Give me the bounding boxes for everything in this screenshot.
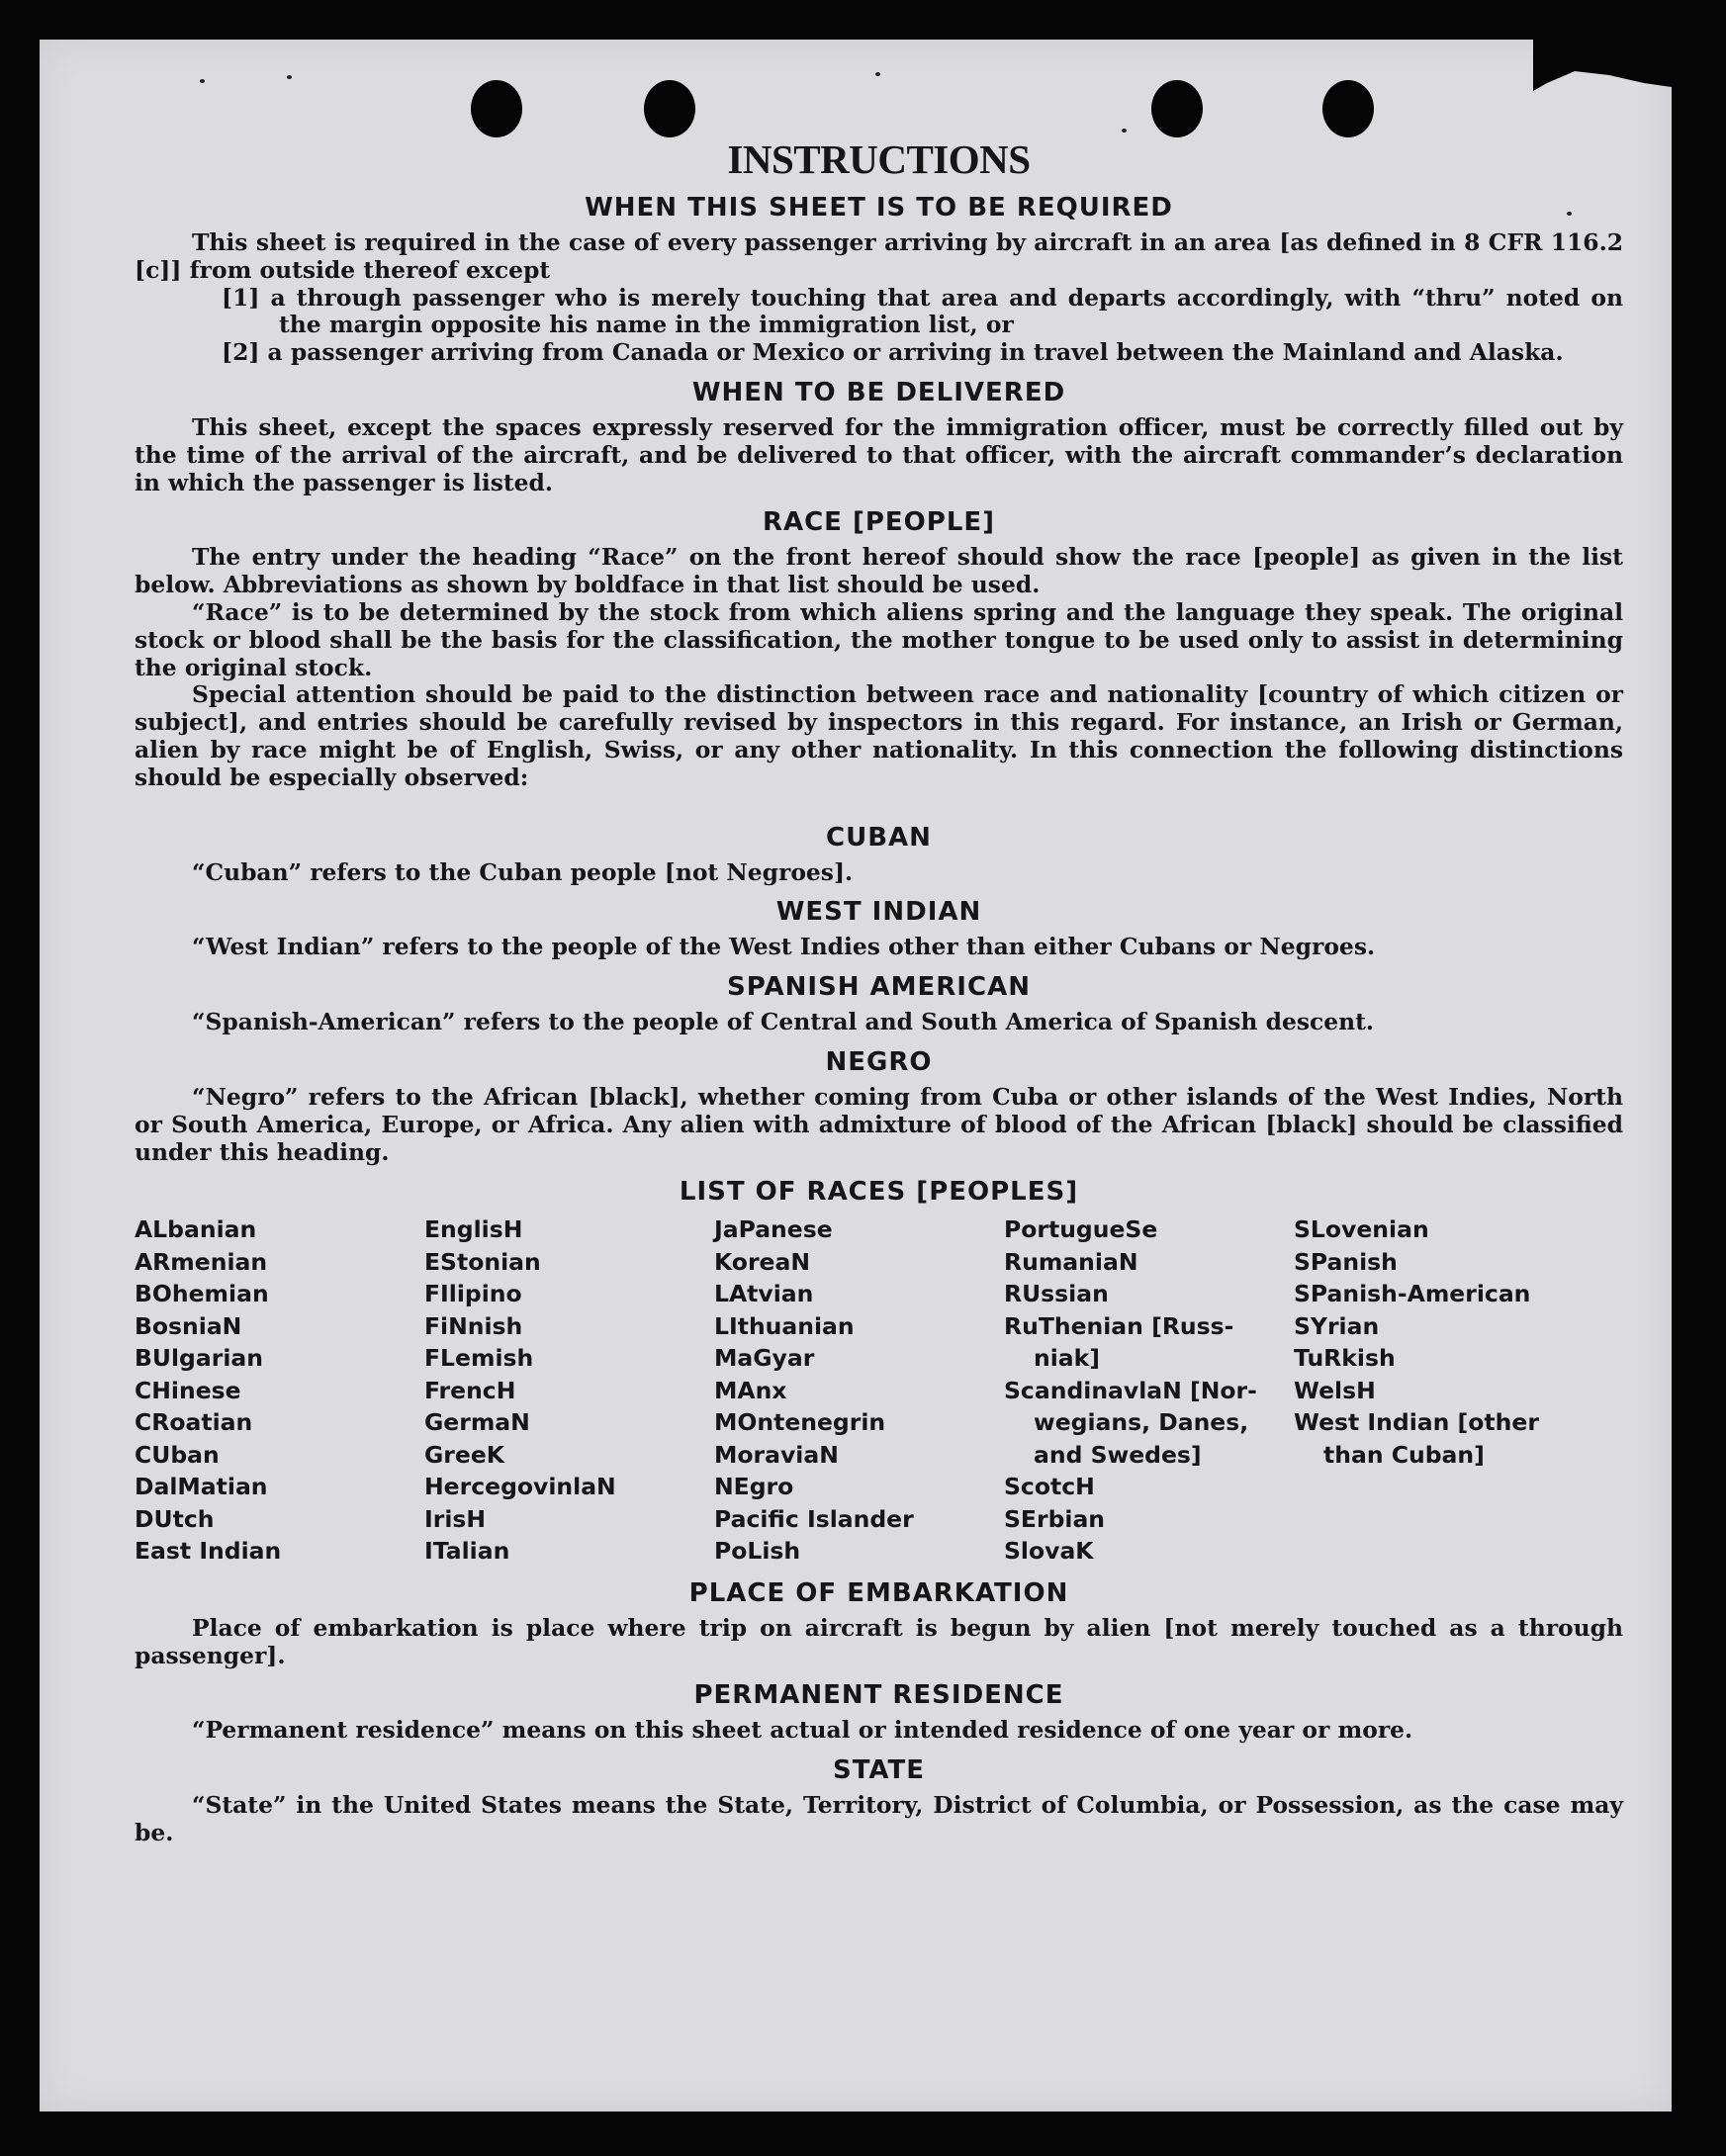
race-entry: West Indian [other — [1294, 1408, 1539, 1437]
heading-race: RACE [PEOPLE] — [762, 507, 996, 538]
race-entry: SErbian — [1004, 1504, 1106, 1533]
race-entry: PortugueSe — [1004, 1215, 1158, 1244]
punch-hole — [1151, 80, 1203, 137]
race-paragraph: The entry under the heading “Race” on the front hereof should show the race [people] as given in the list below. Abbreviations as shown by boldface in that list should be used. — [135, 543, 1623, 599]
race-entry: than Cuban] — [1323, 1440, 1485, 1469]
races-column — [135, 1213, 424, 1568]
race-entry: wegians, Danes, — [1034, 1408, 1249, 1437]
race-entry: and Swedes] — [1034, 1440, 1202, 1469]
punch-hole — [1322, 80, 1374, 137]
speck — [200, 79, 205, 83]
cuban-text: “Cuban” refers to the Cuban people [not Negroes]. — [192, 857, 854, 886]
race-entry: East Indian — [135, 1537, 282, 1566]
race-entry: GermaN — [424, 1408, 530, 1437]
race-entry: HercegovinlaN — [424, 1473, 616, 1501]
page-title: INSTRUCTIONS — [727, 136, 1031, 182]
heading-when-delivered: WHEN TO BE DELIVERED — [691, 377, 1066, 407]
race-entry: ScandinavlaN [Nor- — [1004, 1376, 1257, 1404]
exception-item-2: [2] a passenger arriving from Canada or Mexico or arriving in travel between the Mainland and Alaska. — [222, 338, 1564, 367]
race-entry: WelsH — [1294, 1376, 1376, 1404]
race-entry: SLovenian — [1294, 1215, 1429, 1244]
race-entry: LIthuanian — [714, 1311, 855, 1340]
spanish-american-text: “Spanish-American” refers to the people of Central and South America of Spanish descent. — [192, 1008, 1375, 1036]
race-entry: ALbanian — [135, 1215, 257, 1244]
race-entry: EStonian — [424, 1247, 541, 1276]
race-entry: SYrian — [1294, 1311, 1380, 1340]
document-sheet — [40, 40, 1672, 2111]
when-delivered-text: This sheet, except the spaces expressly reserved for the immigration officer, must be correctly filled out by the time of the arrival of the aircraft, and be delivered to that officer, with the aircraft commander’s declaration in which the passenger is listed. — [135, 412, 1623, 496]
race-entry: BosniaN — [135, 1311, 242, 1340]
heading-cuban: CUBAN — [826, 822, 932, 853]
race-entry: CRoatian — [135, 1408, 253, 1437]
race-entry: EnglisH — [424, 1215, 523, 1244]
race-entry: IrisH — [424, 1504, 487, 1533]
residence-text: “Permanent residence” means on this sheet actual or intended residence of one year or more. — [192, 1716, 1413, 1745]
heading-list-of-races: LIST OF RACES [PEOPLES] — [679, 1177, 1079, 1208]
race-entry: JaPanese — [714, 1215, 833, 1244]
race-entry: MoraviaN — [714, 1440, 839, 1469]
race-entry: niak] — [1034, 1344, 1101, 1373]
race-entry: KoreaN — [714, 1247, 810, 1276]
heading-spanish-american: SPANISH AMERICAN — [727, 972, 1031, 1003]
race-entry: TuRkish — [1294, 1344, 1396, 1373]
heading-west-indian: WEST INDIAN — [775, 897, 982, 928]
race-entry: Pacific Islander — [714, 1504, 914, 1533]
speck — [287, 75, 292, 79]
heading-state: STATE — [832, 1755, 926, 1786]
race-entry: CUban — [135, 1440, 220, 1469]
race-entry: ITalian — [424, 1537, 510, 1566]
race-entry: DalMatian — [135, 1473, 268, 1501]
race-entry: NEgro — [714, 1473, 794, 1501]
race-entry: DUtch — [135, 1504, 215, 1533]
race-entry: RumaniaN — [1004, 1247, 1138, 1276]
race-entry: SPanish-American — [1294, 1280, 1531, 1308]
race-entry: FIlipino — [424, 1280, 522, 1308]
race-entry: SlovaK — [1004, 1537, 1094, 1566]
race-entry: BOhemian — [135, 1280, 269, 1308]
race-entry: ARmenian — [135, 1247, 268, 1276]
race-entry: PoLish — [714, 1537, 801, 1566]
race-entry: MOntenegrin — [714, 1408, 886, 1437]
instructions-body — [135, 136, 1623, 1847]
race-paragraph: Special attention should be paid to the distinction between race and nationality [country of which citizen or subject], and entries should be carefully revised by inspectors in this regard. For instance, an Irish or German, alien by race might be of English, Swiss, or any other nationality. In this connection the following distinctions should be especially observed: — [135, 680, 1623, 791]
heading-permanent-residence: PERMANENT RESIDENCE — [693, 1680, 1064, 1711]
heading-embarkation: PLACE OF EMBARKATION — [688, 1577, 1069, 1608]
negro-text: “Negro” refers to the African [black], whether coming from Cuba or other islands of the West Indies, North or South America, Europe, or Africa. Any alien with admixture of blood of the African [black] should be classified under this heading. — [135, 1082, 1623, 1166]
race-entry: FrencH — [424, 1376, 516, 1404]
when-required-intro: This sheet is required in the case of every passenger arriving by aircraft in an area [as defined in 8 CFR 116.2 [c]] from outside thereof except — [135, 228, 1623, 284]
race-entry: MAnx — [714, 1376, 787, 1404]
races-column — [1294, 1213, 1584, 1568]
embarkation-text: Place of embarkation is place where trip on aircraft is begun by alien [not merely touched as a through passenger]. — [135, 1613, 1623, 1669]
race-entry: CHinese — [135, 1376, 241, 1404]
punch-hole — [644, 80, 695, 137]
races-column — [424, 1213, 714, 1568]
punch-hole — [471, 80, 522, 137]
race-entry: LAtvian — [714, 1280, 814, 1308]
heading-negro: NEGRO — [825, 1046, 933, 1077]
west-indian-text: “West Indian” refers to the people of the West Indies other than either Cubans or Negroes. — [192, 933, 1376, 961]
races-column — [714, 1213, 1004, 1568]
speck — [875, 72, 880, 76]
races-list — [135, 1213, 1623, 1568]
speck — [1122, 129, 1127, 133]
race-entry: MaGyar — [714, 1344, 815, 1373]
races-column — [1004, 1213, 1294, 1568]
torn-corner — [1533, 40, 1672, 119]
race-entry: SPanish — [1294, 1247, 1398, 1276]
race-entry: FiNnish — [424, 1311, 523, 1340]
race-entry: ScotcH — [1004, 1473, 1095, 1501]
heading-when-required: WHEN THIS SHEET IS TO BE REQUIRED — [585, 193, 1173, 223]
race-entry: RUssian — [1004, 1280, 1109, 1308]
race-entry: FLemish — [424, 1344, 534, 1373]
race-entry: GreeK — [424, 1440, 504, 1469]
race-entry: BUlgarian — [135, 1344, 263, 1373]
race-entry: RuThenian [Russ- — [1004, 1311, 1234, 1340]
state-text: “State” in the United States means the State, Territory, District of Columbia, or Possession, as the case may be. — [135, 1791, 1623, 1847]
exception-item-1: [1] a through passenger who is merely touching that area and departs accordingly, with “thru” noted on the margin opposite his name in the immigration list, or — [222, 283, 1623, 339]
race-paragraph: “Race” is to be determined by the stock from which aliens spring and the language they speak. The original stock or blood shall be the basis for the classification, the mother tongue to be used only to assist in determining the original stock. — [135, 597, 1623, 681]
